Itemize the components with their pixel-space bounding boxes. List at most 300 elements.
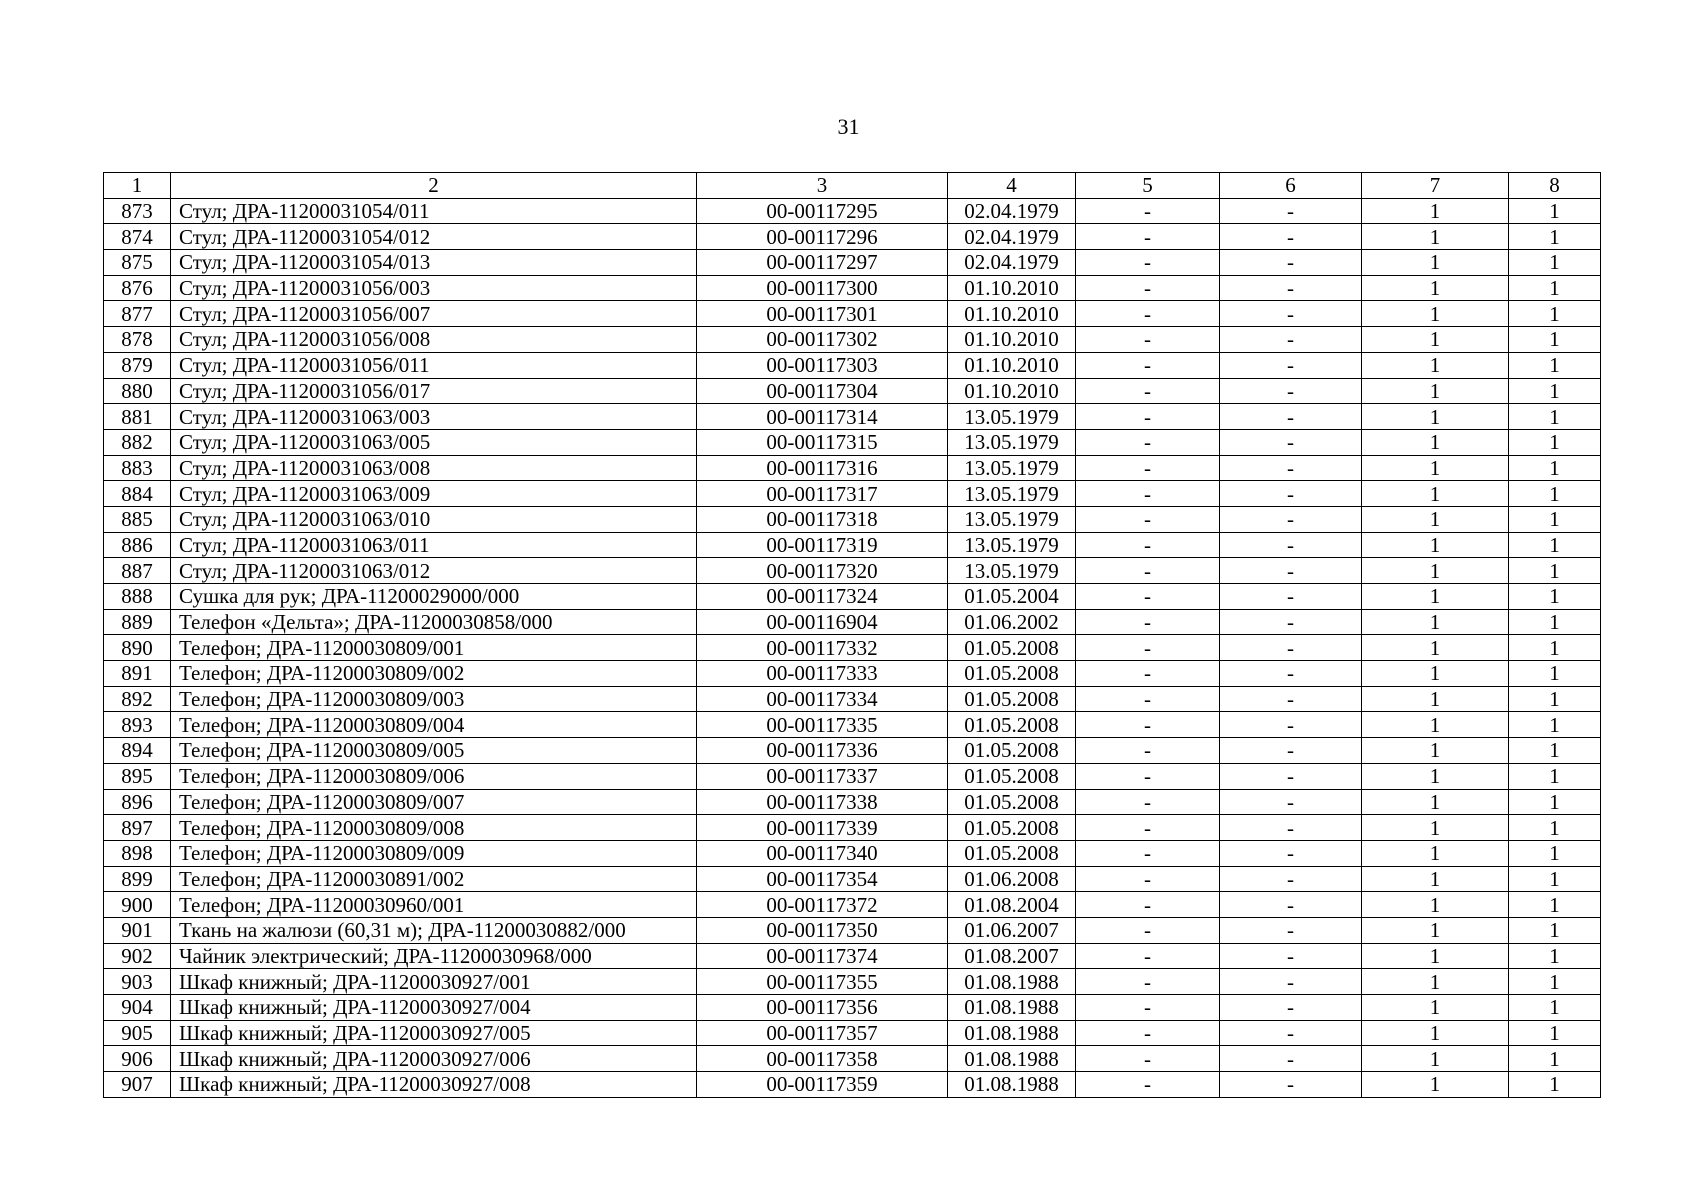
- col-5-value: -: [1076, 1046, 1220, 1072]
- col-5-value: -: [1076, 943, 1220, 969]
- col-6-value: -: [1220, 481, 1362, 507]
- col-8-value: 1: [1509, 275, 1601, 301]
- table-row: [104, 840, 1601, 866]
- item-name: Стул; ДРА-11200031063/003: [171, 404, 697, 430]
- row-number: 901: [104, 917, 171, 943]
- inventory-number: 00-00117338: [697, 789, 948, 815]
- col-7-value: 1: [1362, 1046, 1509, 1072]
- col-7-value: 1: [1362, 763, 1509, 789]
- item-name: Шкаф книжный; ДРА-11200030927/001: [171, 969, 697, 995]
- col-8-value: 1: [1509, 815, 1601, 841]
- col-8-value: 1: [1509, 866, 1601, 892]
- date: 13.05.1979: [948, 558, 1076, 584]
- col-7-value: 1: [1362, 840, 1509, 866]
- col-5-value: -: [1076, 892, 1220, 918]
- column-header: 5: [1076, 173, 1220, 199]
- inventory-number: 00-00117332: [697, 635, 948, 661]
- inventory-number: 00-00117300: [697, 275, 948, 301]
- header-row: [104, 173, 1601, 199]
- col-8-value: 1: [1509, 763, 1601, 789]
- row-number: 885: [104, 506, 171, 532]
- col-7-value: 1: [1362, 1020, 1509, 1046]
- table-row: [104, 532, 1601, 558]
- col-6-value: -: [1220, 917, 1362, 943]
- col-6-value: -: [1220, 378, 1362, 404]
- table-row: [104, 969, 1601, 995]
- item-name: Телефон; ДРА-11200030809/006: [171, 763, 697, 789]
- col-5-value: -: [1076, 198, 1220, 224]
- col-7-value: 1: [1362, 943, 1509, 969]
- col-7-value: 1: [1362, 301, 1509, 327]
- table-row: [104, 250, 1601, 276]
- table-row: [104, 404, 1601, 430]
- col-6-value: -: [1220, 327, 1362, 353]
- table-row: [104, 789, 1601, 815]
- inventory-number: 00-00117358: [697, 1046, 948, 1072]
- col-5-value: -: [1076, 532, 1220, 558]
- date: 02.04.1979: [948, 198, 1076, 224]
- item-name: Шкаф книжный; ДРА-11200030927/006: [171, 1046, 697, 1072]
- item-name: Телефон; ДРА-11200030809/008: [171, 815, 697, 841]
- col-7-value: 1: [1362, 224, 1509, 250]
- col-7-value: 1: [1362, 609, 1509, 635]
- col-5-value: -: [1076, 815, 1220, 841]
- table-row: [104, 275, 1601, 301]
- col-5-value: -: [1076, 275, 1220, 301]
- inventory-number: 00-00117317: [697, 481, 948, 507]
- col-6-value: -: [1220, 584, 1362, 610]
- inventory-number: 00-00117340: [697, 840, 948, 866]
- col-7-value: 1: [1362, 327, 1509, 353]
- col-6-value: -: [1220, 995, 1362, 1021]
- col-6-value: -: [1220, 661, 1362, 687]
- date: 13.05.1979: [948, 532, 1076, 558]
- row-number: 881: [104, 404, 171, 430]
- col-8-value: 1: [1509, 352, 1601, 378]
- col-8-value: 1: [1509, 506, 1601, 532]
- inventory-number: 00-00117359: [697, 1072, 948, 1098]
- item-name: Стул; ДРА-11200031054/012: [171, 224, 697, 250]
- col-8-value: 1: [1509, 378, 1601, 404]
- col-6-value: -: [1220, 635, 1362, 661]
- col-5-value: -: [1076, 250, 1220, 276]
- date: 01.05.2008: [948, 712, 1076, 738]
- table-row: [104, 917, 1601, 943]
- col-5-value: -: [1076, 1020, 1220, 1046]
- row-number: 906: [104, 1046, 171, 1072]
- inventory-table: [103, 172, 1601, 1098]
- item-name: Стул; ДРА-11200031063/009: [171, 481, 697, 507]
- item-name: Телефон; ДРА-11200030809/005: [171, 738, 697, 764]
- col-6-value: -: [1220, 969, 1362, 995]
- date: 01.05.2008: [948, 763, 1076, 789]
- row-number: 879: [104, 352, 171, 378]
- col-8-value: 1: [1509, 455, 1601, 481]
- row-number: 896: [104, 789, 171, 815]
- inventory-number: 00-00116904: [697, 609, 948, 635]
- col-6-value: -: [1220, 738, 1362, 764]
- col-5-value: -: [1076, 301, 1220, 327]
- row-number: 887: [104, 558, 171, 584]
- row-number: 903: [104, 969, 171, 995]
- col-6-value: -: [1220, 892, 1362, 918]
- col-7-value: 1: [1362, 198, 1509, 224]
- item-name: Шкаф книжный; ДРА-11200030927/008: [171, 1072, 697, 1098]
- date: 01.10.2010: [948, 327, 1076, 353]
- table-row: [104, 429, 1601, 455]
- row-number: 897: [104, 815, 171, 841]
- row-number: 907: [104, 1072, 171, 1098]
- col-7-value: 1: [1362, 378, 1509, 404]
- col-7-value: 1: [1362, 686, 1509, 712]
- row-number: 898: [104, 840, 171, 866]
- inventory-number: 00-00117301: [697, 301, 948, 327]
- inventory-number: 00-00117320: [697, 558, 948, 584]
- col-8-value: 1: [1509, 301, 1601, 327]
- col-5-value: -: [1076, 969, 1220, 995]
- col-5-value: -: [1076, 558, 1220, 584]
- col-5-value: -: [1076, 1072, 1220, 1098]
- col-5-value: -: [1076, 506, 1220, 532]
- col-6-value: -: [1220, 198, 1362, 224]
- col-7-value: 1: [1362, 250, 1509, 276]
- col-8-value: 1: [1509, 712, 1601, 738]
- col-7-value: 1: [1362, 404, 1509, 430]
- row-number: 880: [104, 378, 171, 404]
- col-6-value: -: [1220, 532, 1362, 558]
- date: 01.08.1988: [948, 1046, 1076, 1072]
- col-5-value: -: [1076, 661, 1220, 687]
- row-number: 900: [104, 892, 171, 918]
- date: 01.08.1988: [948, 1072, 1076, 1098]
- table-row: [104, 738, 1601, 764]
- date: 01.05.2008: [948, 686, 1076, 712]
- col-5-value: -: [1076, 789, 1220, 815]
- col-7-value: 1: [1362, 969, 1509, 995]
- table-row: [104, 609, 1601, 635]
- col-8-value: 1: [1509, 1046, 1601, 1072]
- table-row: [104, 352, 1601, 378]
- item-name: Стул; ДРА-11200031056/007: [171, 301, 697, 327]
- inventory-number: 00-00117354: [697, 866, 948, 892]
- table-row: [104, 327, 1601, 353]
- table-row: [104, 763, 1601, 789]
- inventory-number: 00-00117335: [697, 712, 948, 738]
- col-6-value: -: [1220, 789, 1362, 815]
- item-name: Стул; ДРА-11200031054/013: [171, 250, 697, 276]
- col-7-value: 1: [1362, 866, 1509, 892]
- table-row: [104, 712, 1601, 738]
- date: 01.05.2008: [948, 635, 1076, 661]
- column-header: 2: [171, 173, 697, 199]
- table-row: [104, 481, 1601, 507]
- column-header: 3: [697, 173, 948, 199]
- col-6-value: -: [1220, 455, 1362, 481]
- inventory-number: 00-00117315: [697, 429, 948, 455]
- item-name: Шкаф книжный; ДРА-11200030927/004: [171, 995, 697, 1021]
- table-row: [104, 686, 1601, 712]
- date: 02.04.1979: [948, 224, 1076, 250]
- col-7-value: 1: [1362, 712, 1509, 738]
- col-8-value: 1: [1509, 892, 1601, 918]
- table-row: [104, 558, 1601, 584]
- row-number: 899: [104, 866, 171, 892]
- date: 01.10.2010: [948, 352, 1076, 378]
- inventory-number: 00-00117350: [697, 917, 948, 943]
- col-7-value: 1: [1362, 506, 1509, 532]
- row-number: 882: [104, 429, 171, 455]
- col-8-value: 1: [1509, 198, 1601, 224]
- col-5-value: -: [1076, 378, 1220, 404]
- col-6-value: -: [1220, 224, 1362, 250]
- row-number: 894: [104, 738, 171, 764]
- col-7-value: 1: [1362, 815, 1509, 841]
- row-number: 904: [104, 995, 171, 1021]
- table-row: [104, 1046, 1601, 1072]
- date: 13.05.1979: [948, 481, 1076, 507]
- column-header: 4: [948, 173, 1076, 199]
- inventory-number: 00-00117356: [697, 995, 948, 1021]
- col-7-value: 1: [1362, 1072, 1509, 1098]
- table-row: [104, 943, 1601, 969]
- col-5-value: -: [1076, 352, 1220, 378]
- row-number: 889: [104, 609, 171, 635]
- table-row: [104, 224, 1601, 250]
- item-name: Ткань на жалюзи (60,31 м); ДРА-11200030882/000: [171, 917, 697, 943]
- column-header: 6: [1220, 173, 1362, 199]
- date: 01.05.2008: [948, 738, 1076, 764]
- col-7-value: 1: [1362, 635, 1509, 661]
- table-row: [104, 198, 1601, 224]
- table-row: [104, 995, 1601, 1021]
- col-8-value: 1: [1509, 327, 1601, 353]
- date: 01.05.2008: [948, 661, 1076, 687]
- inventory-number: 00-00117355: [697, 969, 948, 995]
- date: 01.08.1988: [948, 995, 1076, 1021]
- item-name: Телефон; ДРА-11200030809/001: [171, 635, 697, 661]
- inventory-number: 00-00117339: [697, 815, 948, 841]
- col-5-value: -: [1076, 224, 1220, 250]
- col-6-value: -: [1220, 866, 1362, 892]
- column-header: 1: [104, 173, 171, 199]
- col-6-value: -: [1220, 609, 1362, 635]
- col-8-value: 1: [1509, 943, 1601, 969]
- item-name: Стул; ДРА-11200031054/011: [171, 198, 697, 224]
- item-name: Телефон; ДРА-11200030891/002: [171, 866, 697, 892]
- inventory-number: 00-00117295: [697, 198, 948, 224]
- col-8-value: 1: [1509, 686, 1601, 712]
- inventory-number: 00-00117302: [697, 327, 948, 353]
- table-row: [104, 506, 1601, 532]
- col-6-value: -: [1220, 352, 1362, 378]
- date: 01.08.2007: [948, 943, 1076, 969]
- col-6-value: -: [1220, 943, 1362, 969]
- inventory-number: 00-00117337: [697, 763, 948, 789]
- row-number: 873: [104, 198, 171, 224]
- column-header: 8: [1509, 173, 1601, 199]
- table-row: [104, 635, 1601, 661]
- col-8-value: 1: [1509, 558, 1601, 584]
- col-6-value: -: [1220, 429, 1362, 455]
- item-name: Телефон; ДРА-11200030809/009: [171, 840, 697, 866]
- date: 01.08.1988: [948, 1020, 1076, 1046]
- table-row: [104, 661, 1601, 687]
- col-8-value: 1: [1509, 661, 1601, 687]
- col-8-value: 1: [1509, 635, 1601, 661]
- row-number: 893: [104, 712, 171, 738]
- col-7-value: 1: [1362, 584, 1509, 610]
- col-6-value: -: [1220, 1020, 1362, 1046]
- col-5-value: -: [1076, 609, 1220, 635]
- col-7-value: 1: [1362, 532, 1509, 558]
- col-6-value: -: [1220, 250, 1362, 276]
- col-6-value: -: [1220, 815, 1362, 841]
- col-6-value: -: [1220, 1072, 1362, 1098]
- col-7-value: 1: [1362, 917, 1509, 943]
- item-name: Телефон «Дельта»; ДРА-11200030858/000: [171, 609, 697, 635]
- col-6-value: -: [1220, 840, 1362, 866]
- date: 01.08.2004: [948, 892, 1076, 918]
- col-7-value: 1: [1362, 995, 1509, 1021]
- page-number: 31: [837, 114, 860, 139]
- col-5-value: -: [1076, 455, 1220, 481]
- col-5-value: -: [1076, 481, 1220, 507]
- inventory-number: 00-00117319: [697, 532, 948, 558]
- inventory-number: 00-00117296: [697, 224, 948, 250]
- col-5-value: -: [1076, 995, 1220, 1021]
- row-number: 875: [104, 250, 171, 276]
- inventory-number: 00-00117336: [697, 738, 948, 764]
- inventory-number: 00-00117334: [697, 686, 948, 712]
- item-name: Телефон; ДРА-11200030809/002: [171, 661, 697, 687]
- date: 01.08.1988: [948, 969, 1076, 995]
- col-7-value: 1: [1362, 275, 1509, 301]
- col-7-value: 1: [1362, 892, 1509, 918]
- col-8-value: 1: [1509, 1072, 1601, 1098]
- item-name: Стул; ДРА-11200031063/010: [171, 506, 697, 532]
- table-row: [104, 455, 1601, 481]
- inventory-number: 00-00117333: [697, 661, 948, 687]
- col-7-value: 1: [1362, 352, 1509, 378]
- row-number: 877: [104, 301, 171, 327]
- item-name: Чайник электрический; ДРА-11200030968/000: [171, 943, 697, 969]
- item-name: Стул; ДРА-11200031063/012: [171, 558, 697, 584]
- table-row: [104, 866, 1601, 892]
- table-body: [104, 198, 1601, 1097]
- item-name: Стул; ДРА-11200031063/005: [171, 429, 697, 455]
- col-7-value: 1: [1362, 481, 1509, 507]
- inventory-number: 00-00117372: [697, 892, 948, 918]
- col-6-value: -: [1220, 506, 1362, 532]
- date: 01.05.2004: [948, 584, 1076, 610]
- col-8-value: 1: [1509, 584, 1601, 610]
- row-number: 902: [104, 943, 171, 969]
- col-6-value: -: [1220, 686, 1362, 712]
- col-5-value: -: [1076, 686, 1220, 712]
- date: 02.04.1979: [948, 250, 1076, 276]
- item-name: Стул; ДРА-11200031056/008: [171, 327, 697, 353]
- col-6-value: -: [1220, 763, 1362, 789]
- inventory-number: 00-00117314: [697, 404, 948, 430]
- item-name: Стул; ДРА-11200031056/003: [171, 275, 697, 301]
- item-name: Стул; ДРА-11200031063/008: [171, 455, 697, 481]
- row-number: 883: [104, 455, 171, 481]
- col-8-value: 1: [1509, 532, 1601, 558]
- row-number: 895: [104, 763, 171, 789]
- col-7-value: 1: [1362, 558, 1509, 584]
- col-8-value: 1: [1509, 738, 1601, 764]
- date: 01.06.2002: [948, 609, 1076, 635]
- date: 01.10.2010: [948, 378, 1076, 404]
- column-header: 7: [1362, 173, 1509, 199]
- row-number: 905: [104, 1020, 171, 1046]
- item-name: Телефон; ДРА-11200030809/007: [171, 789, 697, 815]
- col-6-value: -: [1220, 712, 1362, 738]
- col-6-value: -: [1220, 301, 1362, 327]
- table-row: [104, 1072, 1601, 1098]
- date: 13.05.1979: [948, 429, 1076, 455]
- col-5-value: -: [1076, 917, 1220, 943]
- date: 01.06.2007: [948, 917, 1076, 943]
- col-8-value: 1: [1509, 969, 1601, 995]
- col-8-value: 1: [1509, 789, 1601, 815]
- col-8-value: 1: [1509, 481, 1601, 507]
- item-name: Телефон; ДРА-11200030809/003: [171, 686, 697, 712]
- item-name: Телефон; ДРА-11200030809/004: [171, 712, 697, 738]
- inventory-number: 00-00117316: [697, 455, 948, 481]
- item-name: Телефон; ДРА-11200030960/001: [171, 892, 697, 918]
- col-8-value: 1: [1509, 404, 1601, 430]
- row-number: 890: [104, 635, 171, 661]
- col-8-value: 1: [1509, 250, 1601, 276]
- table-row: [104, 378, 1601, 404]
- col-5-value: -: [1076, 635, 1220, 661]
- table-row: [104, 584, 1601, 610]
- table-row: [104, 301, 1601, 327]
- col-8-value: 1: [1509, 840, 1601, 866]
- col-8-value: 1: [1509, 609, 1601, 635]
- date: 13.05.1979: [948, 506, 1076, 532]
- inventory-number: 00-00117374: [697, 943, 948, 969]
- row-number: 878: [104, 327, 171, 353]
- inventory-number: 00-00117357: [697, 1020, 948, 1046]
- date: 01.10.2010: [948, 275, 1076, 301]
- row-number: 874: [104, 224, 171, 250]
- date: 01.10.2010: [948, 301, 1076, 327]
- date: 13.05.1979: [948, 455, 1076, 481]
- row-number: 888: [104, 584, 171, 610]
- date: 01.05.2008: [948, 789, 1076, 815]
- col-8-value: 1: [1509, 224, 1601, 250]
- col-5-value: -: [1076, 404, 1220, 430]
- date: 13.05.1979: [948, 404, 1076, 430]
- row-number: 884: [104, 481, 171, 507]
- col-7-value: 1: [1362, 429, 1509, 455]
- inventory-number: 00-00117324: [697, 584, 948, 610]
- col-6-value: -: [1220, 275, 1362, 301]
- item-name: Стул; ДРА-11200031056/017: [171, 378, 697, 404]
- date: 01.06.2008: [948, 866, 1076, 892]
- row-number: 891: [104, 661, 171, 687]
- table-row: [104, 892, 1601, 918]
- col-7-value: 1: [1362, 789, 1509, 815]
- inventory-number: 00-00117297: [697, 250, 948, 276]
- inventory-number: 00-00117304: [697, 378, 948, 404]
- col-8-value: 1: [1509, 429, 1601, 455]
- table-row: [104, 815, 1601, 841]
- date: 01.05.2008: [948, 840, 1076, 866]
- inventory-number: 00-00117318: [697, 506, 948, 532]
